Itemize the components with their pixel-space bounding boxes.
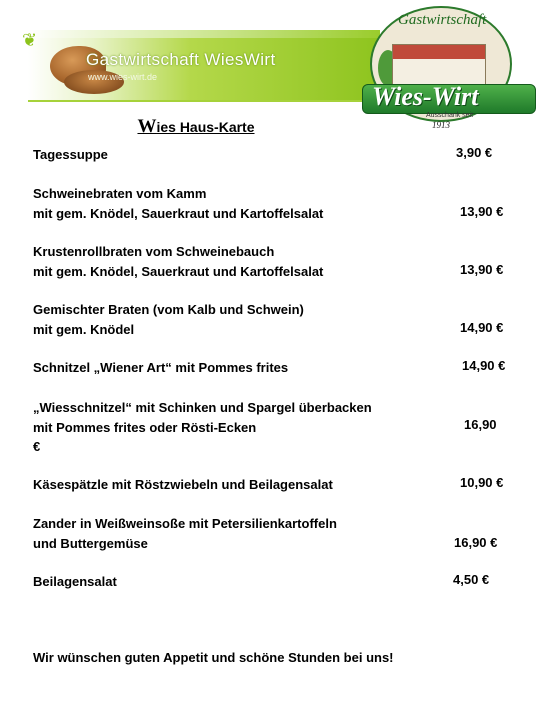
logo-arc-text: Gastwirtschaft xyxy=(398,12,487,28)
dish-name: Beilagensalat xyxy=(33,574,117,589)
menu-item xyxy=(33,358,513,378)
banner-divider xyxy=(28,100,380,102)
dish-price: 13,90 € xyxy=(460,204,504,219)
dish-name: Schweinebraten vom Kamm xyxy=(33,186,207,201)
dish-description: und Buttergemüse xyxy=(33,535,148,551)
title-rest: ies Haus-Karte xyxy=(156,119,255,135)
dish-description: mit gem. Knödel, Sauerkraut und Kartoffelsalat xyxy=(33,263,324,279)
dish-price: 14,90 € xyxy=(462,358,506,373)
logo-house-icon xyxy=(392,44,486,86)
logo-year-text: 1913 xyxy=(432,120,450,130)
menu-item xyxy=(33,184,513,223)
menu-item xyxy=(33,475,513,495)
dish-price: 3,90 € xyxy=(456,145,493,160)
title-initial: W xyxy=(137,116,157,137)
closing-message: Wir wünschen guten Appetit und schöne Stunden bei uns! xyxy=(33,650,394,665)
dish-price: 10,90 € xyxy=(460,475,504,490)
banner-top-stripe xyxy=(28,30,380,38)
page-title xyxy=(0,116,392,138)
dish-price: 13,90 € xyxy=(460,262,504,277)
menu-item xyxy=(33,572,513,592)
dish-currency: € xyxy=(33,439,41,454)
dish-name: Krustenrollbraten vom Schweinebauch xyxy=(33,244,275,259)
dish-description: mit gem. Knödel xyxy=(33,321,135,337)
dish-price: 14,90 € xyxy=(460,320,504,335)
menu-item xyxy=(33,398,513,457)
dish-name: Zander in Weißweinsoße mit Petersilienkartoffeln xyxy=(33,516,337,531)
dish-price: 4,50 € xyxy=(453,572,490,587)
brand-url: www.wies-wirt.de xyxy=(88,72,158,82)
dish-name: „Wiesschnitzel“ mit Schinken und Spargel überbacken xyxy=(33,400,372,415)
logo-since-text: Ausschank seit xyxy=(426,112,474,119)
menu-item xyxy=(33,300,513,339)
dish-name: Käsespätzle mit Röstzwiebeln und Beilagensalat xyxy=(33,477,333,492)
dish-name: Tagessuppe xyxy=(33,147,108,162)
dish-description: mit Pommes frites oder Rösti-Ecken xyxy=(33,419,257,435)
leaf-ornament-icon: ❦ xyxy=(22,30,38,50)
header xyxy=(0,0,540,130)
menu-item xyxy=(33,242,513,281)
dish-name: Schnitzel „Wiener Art“ mit Pommes frites xyxy=(33,360,289,375)
dish-description: mit gem. Knödel, Sauerkraut und Kartoffelsalat xyxy=(33,205,324,221)
menu-item xyxy=(33,145,513,165)
logo-script-text: Wies-Wirt xyxy=(372,82,479,111)
dish-name: Gemischter Braten (vom Kalb und Schwein) xyxy=(33,302,304,317)
brand-name: Gastwirtschaft WiesWirt xyxy=(86,50,276,69)
dish-price: 16,90 € xyxy=(454,535,498,550)
dish-price: 16,90 xyxy=(464,417,497,432)
menu-item xyxy=(33,514,513,553)
